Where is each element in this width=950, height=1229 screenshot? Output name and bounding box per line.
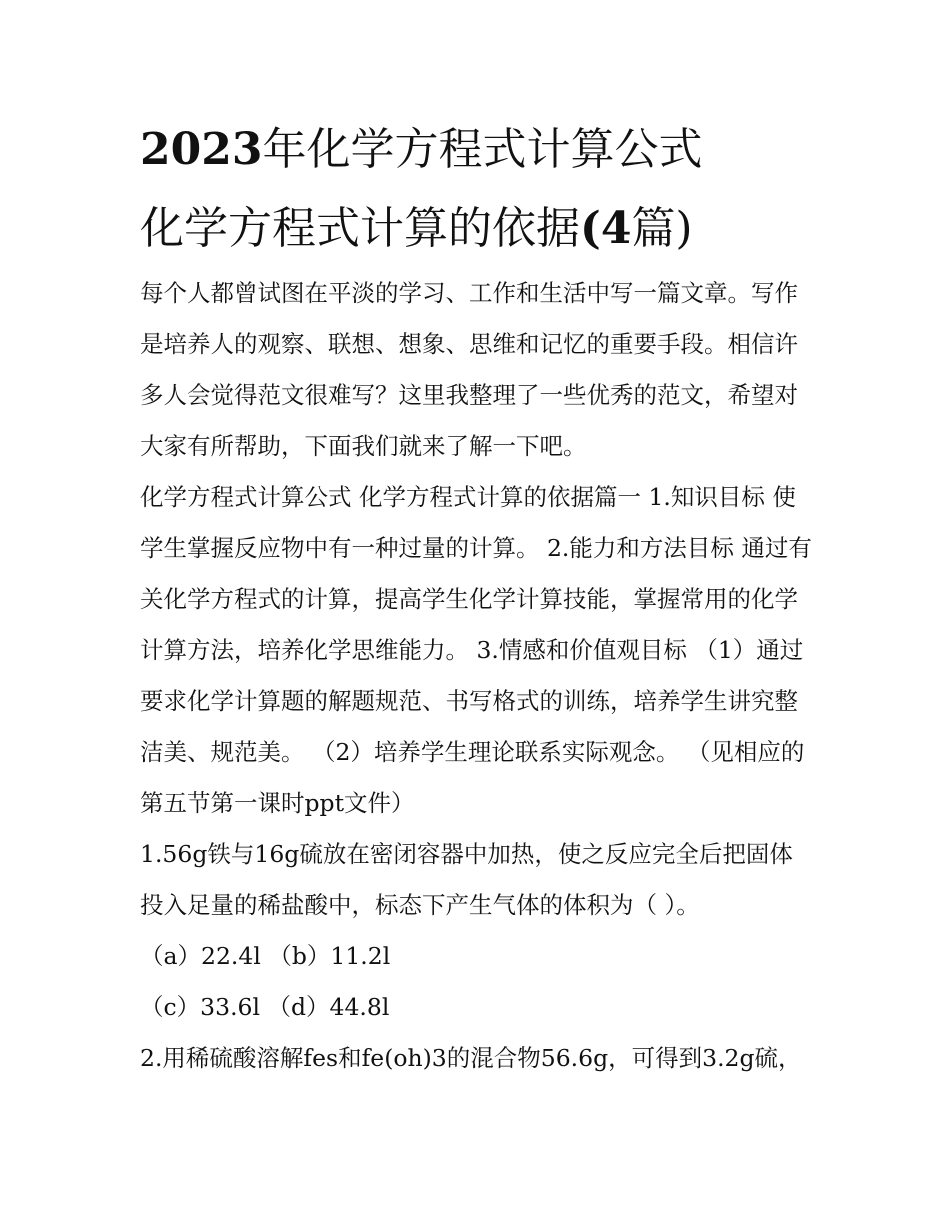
question-1-options-cd: （c）33.6l （d）44.8l [140, 993, 390, 1021]
title-count: (4 [580, 203, 632, 254]
intro-paragraph: 每个人都曾试图在平淡的学习、工作和生活中写一篇文章。写作是培养人的观察、联想、想象、思维和记忆的重要手段。相信许多人会觉得范文很难写？这里我整理了一些优秀的范文，希望对大家有所帮助，下面我们就来了解一下吧。 [140, 279, 798, 460]
question-1-options-ab: （a）22.4l （b）11.2l [140, 942, 391, 970]
title-line-1: 2023年化学方程式计算公式 [140, 124, 703, 175]
document-title [140, 110, 812, 268]
question-2-paragraph: 2.用稀硫酸溶解fes和fe(oh)3的混合物56.6g，可得到3.2g硫， [140, 1044, 802, 1072]
document-page [140, 110, 812, 1084]
title-year: 2023 [140, 124, 263, 175]
question-1-paragraph: 1.56g铁与16g硫放在密闭容器中加热，使之反应完全后把固体投入足量的稀盐酸中，标态下产生气体的体积为（ ）。 [140, 840, 793, 919]
section-one-paragraph: 化学方程式计算公式 化学方程式计算的依据篇一 1.知识目标 使学生掌握反应物中有一种过量的计算。 2.能力和方法目标 通过有关化学方程式的计算，提高学生化学计算技能，掌握常用的化学计算方法，培养化学思维能力。 3.情感和价值观目标 （1）通过要求化学计算题的解题规范、书写格式的训练，培养学生讲究整洁美、规范美。 （2）培养学生理论联系实际观念。 （见相应的第五节第一课时ppt文件） [140, 483, 812, 817]
title-line-2: 化学方程式计算的依据(4篇) [140, 203, 693, 254]
